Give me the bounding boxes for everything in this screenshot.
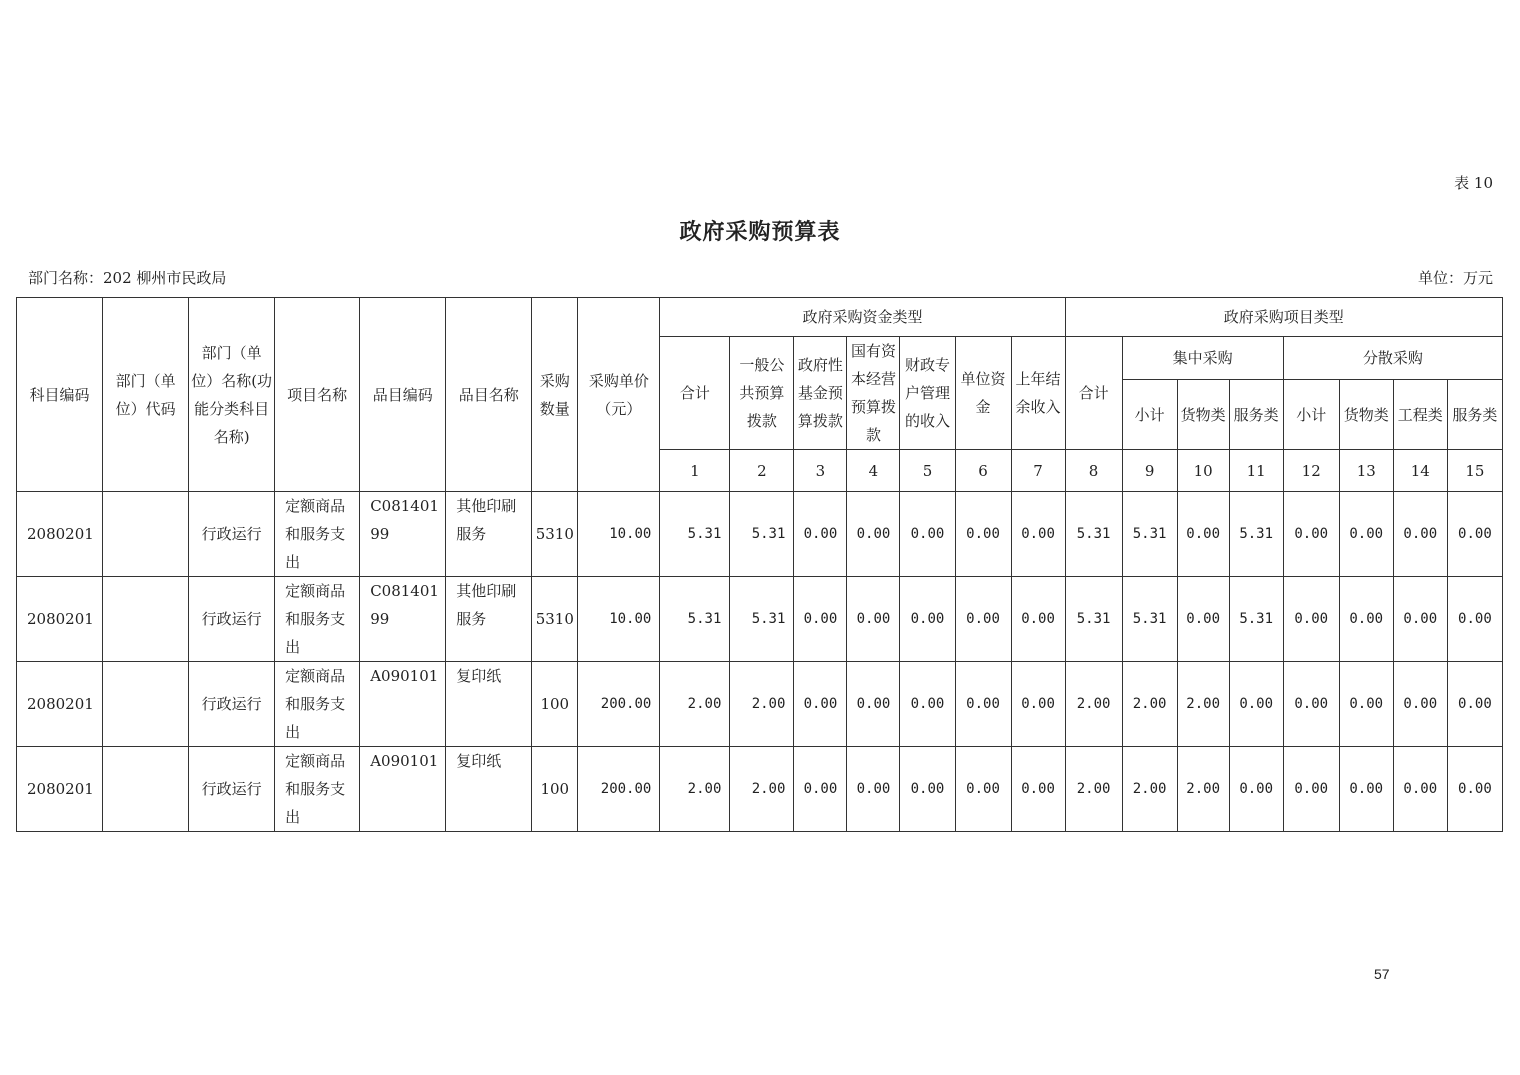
page-title: 政府采购预算表 [679,219,841,245]
value-cell: 0.00 [1283,492,1339,577]
col-number-cell: 11 [1229,450,1283,492]
value-cell: 0.00 [847,662,900,747]
value-cell: 0.00 [847,577,900,662]
table-row [17,662,1503,747]
value-cell: 2.00 [1177,662,1229,747]
col-header-unit-price: 采购单价（元） [578,298,660,492]
group-header-dispersed: 分散采购 [1283,337,1502,380]
col-number-cell: 5 [900,450,955,492]
unit-label: 单位：万元 [1417,269,1493,287]
value-cell: 0.00 [1283,662,1339,747]
col-header-state-capital: 国有资本经营预算拨款 [847,337,900,450]
quantity-cell: 100 [532,747,578,832]
value-cell: 0.00 [847,747,900,832]
col-header-project-name: 项目名称 [275,298,360,492]
value-cell: 0.00 [1447,747,1502,832]
value-cell: 0.00 [1283,577,1339,662]
value-cell: 2.00 [660,662,730,747]
group-header-fund-type: 政府采购资金类型 [660,298,1065,337]
value-cell: 2.00 [730,747,794,832]
col-header-project-total: 合计 [1065,337,1122,450]
item-name-cell: 其他印刷服务 [446,492,532,577]
table-row [17,492,1503,577]
col-header-central-subtotal: 小计 [1122,380,1177,450]
value-cell: 0.00 [1229,747,1283,832]
quantity-cell: 5310 [532,577,578,662]
dept-name-cell: 行政运行 [189,747,275,832]
value-cell: 0.00 [955,492,1011,577]
value-cell: 0.00 [900,492,955,577]
col-number-cell: 3 [794,450,847,492]
value-cell: 0.00 [1177,492,1229,577]
dept-name-cell: 行政运行 [189,492,275,577]
value-cell: 0.00 [794,747,847,832]
value-cell: 2.00 [660,747,730,832]
col-number-cell: 13 [1339,450,1393,492]
dept-name-cell: 行政运行 [189,577,275,662]
item-name-cell: 复印纸 [446,747,532,832]
value-cell: 5.31 [660,492,730,577]
subject-code-cell: 2080201 [17,662,103,747]
value-cell: 0.00 [955,747,1011,832]
col-number-cell: 15 [1447,450,1502,492]
col-number-cell: 6 [955,450,1011,492]
value-cell: 0.00 [847,492,900,577]
dept-code-cell [103,747,189,832]
col-number-cell: 2 [730,450,794,492]
col-header-general-budget: 一般公共预算拨款 [730,337,794,450]
value-cell: 0.00 [1339,747,1393,832]
value-cell: 5.31 [1122,492,1177,577]
table-row [17,747,1503,832]
value-cell: 2.00 [1122,747,1177,832]
value-cell: 2.00 [1065,662,1122,747]
value-cell: 0.00 [1011,492,1065,577]
col-header-fund-total: 合计 [660,337,730,450]
table-row [17,577,1503,662]
value-cell: 0.00 [1393,492,1447,577]
value-cell: 0.00 [794,662,847,747]
col-header-gov-fund: 政府性基金预算拨款 [794,337,847,450]
value-cell: 0.00 [1447,662,1502,747]
unit-price-cell: 10.00 [578,577,660,662]
value-cell: 0.00 [1447,577,1502,662]
col-number-cell: 8 [1065,450,1122,492]
project-name-cell: 定额商品和服务支出 [275,492,360,577]
item-name-cell: 复印纸 [446,662,532,747]
value-cell: 0.00 [955,662,1011,747]
col-number-cell: 12 [1283,450,1339,492]
col-number-cell: 1 [660,450,730,492]
item-code-cell: C08140199 [360,577,446,662]
procurement-budget-table [16,297,1503,832]
subject-code-cell: 2080201 [17,747,103,832]
col-header-dispersed-goods: 货物类 [1339,380,1393,450]
item-code-cell: A090101 [360,662,446,747]
col-number-cell: 4 [847,450,900,492]
item-code-cell: C08140199 [360,492,446,577]
value-cell: 2.00 [1065,747,1122,832]
col-number-cell: 14 [1393,450,1447,492]
value-cell: 0.00 [1229,662,1283,747]
value-cell: 0.00 [1339,492,1393,577]
project-name-cell: 定额商品和服务支出 [275,577,360,662]
col-header-dept-code: 部门（单位）代码 [103,298,189,492]
quantity-cell: 100 [532,662,578,747]
item-code-cell: A090101 [360,747,446,832]
value-cell: 0.00 [794,577,847,662]
item-name-cell: 其他印刷服务 [446,577,532,662]
value-cell: 0.00 [1393,662,1447,747]
value-cell: 0.00 [1393,747,1447,832]
unit-price-cell: 10.00 [578,492,660,577]
dept-code-cell [103,662,189,747]
dept-code-cell [103,492,189,577]
col-number-cell: 10 [1177,450,1229,492]
page-number: 57 [1374,966,1390,982]
col-header-special-account: 财政专户管理的收入 [900,337,955,450]
value-cell: 5.31 [730,577,794,662]
col-header-dispersed-service: 服务类 [1447,380,1502,450]
unit-price-cell: 200.00 [578,747,660,832]
value-cell: 0.00 [1283,747,1339,832]
value-cell: 0.00 [900,747,955,832]
value-cell: 5.31 [1065,492,1122,577]
value-cell: 0.00 [955,577,1011,662]
value-cell: 0.00 [900,577,955,662]
col-header-carryover: 上年结余收入 [1011,337,1065,450]
subject-code-cell: 2080201 [17,492,103,577]
value-cell: 0.00 [1447,492,1502,577]
dept-code-cell [103,577,189,662]
col-number-cell: 7 [1011,450,1065,492]
col-header-dept-name: 部门（单位）名称(功能分类科目名称) [189,298,275,492]
col-header-item-name: 品目名称 [446,298,532,492]
value-cell: 5.31 [660,577,730,662]
value-cell: 0.00 [1011,577,1065,662]
unit-price-cell: 200.00 [578,662,660,747]
dept-name-cell: 行政运行 [189,662,275,747]
value-cell: 0.00 [1339,662,1393,747]
value-cell: 0.00 [794,492,847,577]
value-cell: 0.00 [900,662,955,747]
col-header-dispersed-engineering: 工程类 [1393,380,1447,450]
quantity-cell: 5310 [532,492,578,577]
col-header-subject-code: 科目编码 [17,298,103,492]
value-cell: 2.00 [1177,747,1229,832]
value-cell: 0.00 [1177,577,1229,662]
col-header-quantity: 采购数量 [532,298,578,492]
col-number-cell: 9 [1122,450,1177,492]
col-header-central-goods: 货物类 [1177,380,1229,450]
col-header-dispersed-subtotal: 小计 [1283,380,1339,450]
group-header-central: 集中采购 [1122,337,1283,380]
value-cell: 0.00 [1339,577,1393,662]
value-cell: 2.00 [1122,662,1177,747]
value-cell: 0.00 [1393,577,1447,662]
value-cell: 0.00 [1011,747,1065,832]
table-number: 表 10 [1454,174,1493,192]
group-header-project-type: 政府采购项目类型 [1065,298,1502,337]
value-cell: 5.31 [730,492,794,577]
value-cell: 0.00 [1011,662,1065,747]
project-name-cell: 定额商品和服务支出 [275,747,360,832]
value-cell: 5.31 [1229,577,1283,662]
value-cell: 2.00 [730,662,794,747]
col-header-central-service: 服务类 [1229,380,1283,450]
subject-code-cell: 2080201 [17,577,103,662]
col-header-unit-funds: 单位资金 [955,337,1011,450]
project-name-cell: 定额商品和服务支出 [275,662,360,747]
value-cell: 5.31 [1229,492,1283,577]
value-cell: 5.31 [1122,577,1177,662]
value-cell: 5.31 [1065,577,1122,662]
department-name: 部门名称：202 柳州市民政局 [28,269,227,287]
col-header-item-code: 品目编码 [360,298,446,492]
